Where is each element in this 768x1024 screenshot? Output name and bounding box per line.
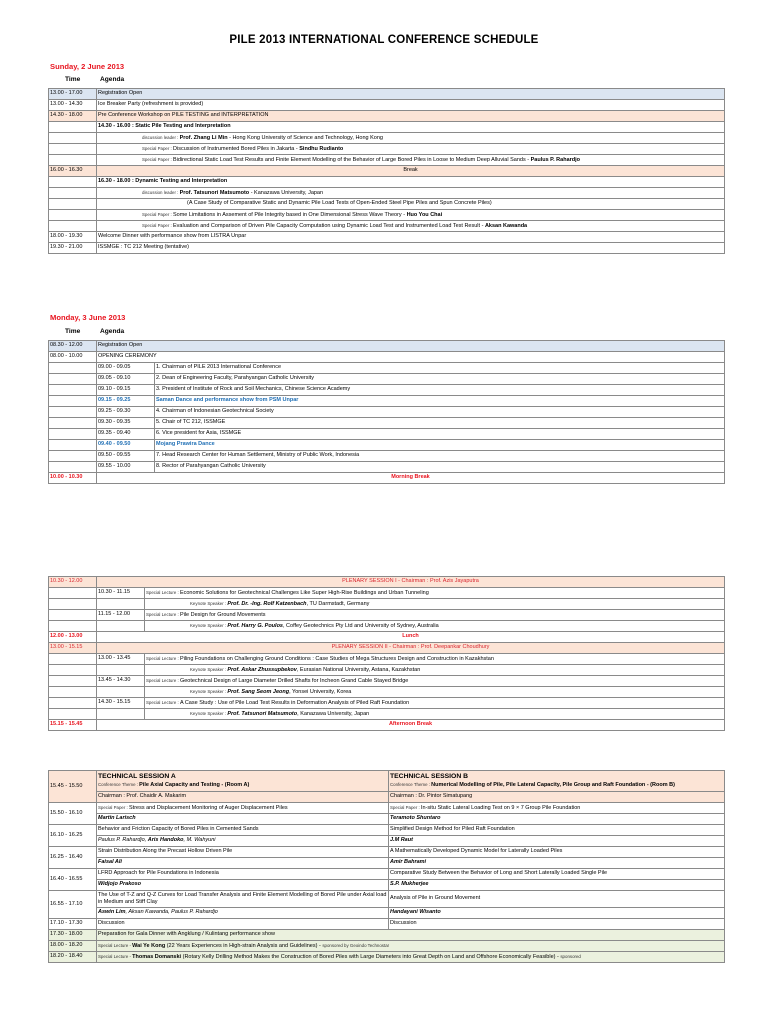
- agenda-cell: 1. Chairman of PILE 2013 International Conference: [155, 363, 725, 374]
- agenda-cell: 5. Chair of TC 212, ISSMGE: [155, 418, 725, 429]
- sub-time-cell: 13.00 - 13.45: [97, 654, 145, 665]
- table-row: [49, 440, 725, 451]
- table-row: [49, 676, 725, 687]
- table-row: [49, 122, 725, 133]
- sub-time-cell: 09.40 - 09.50: [97, 440, 155, 451]
- paper-b: Simplified Design Method for Piled Raft Foundation: [389, 825, 725, 836]
- break-cell: Lunch: [97, 632, 725, 643]
- time-cell: 17.10 - 17.30: [49, 919, 97, 930]
- table-row: [49, 919, 725, 930]
- agenda-cell: discussion leader : Prof. Zhang Li Min - Hong Kong University of Science and Technology, Hong Kong: [97, 133, 725, 144]
- agenda-cell: 7. Head Research Center for Human Settlement, Ministry of Public Work, Indonesia: [155, 451, 725, 462]
- table-row: [49, 952, 725, 963]
- table-row: [49, 396, 725, 407]
- table-row: [49, 577, 725, 588]
- table-row: [49, 814, 725, 825]
- agenda-cell: Special Paper : Some Limitations in Assement of Pile Integrity based in One Dimensional Stress Wave Theory - Huo You Chai: [97, 210, 725, 221]
- session-a-chairman: Chairman : Prof. Chaidir A. Makarim: [97, 792, 389, 803]
- agenda-cell: Special Lecture - Wai Ye Kong (22 Years Experiences in High-strain Analysis and Guidelines) - sponsored by Geoindo Technostar: [97, 941, 725, 952]
- table-row: [49, 221, 725, 232]
- table-row: [49, 89, 725, 100]
- session-a-theme: Pile Axial Capacity and Testing - (Room A): [139, 781, 250, 788]
- agenda-cell: 2. Dean of Engineering Faculty, Parahyangan Catholic University: [155, 374, 725, 385]
- time-cell: 08.30 - 12.00: [49, 341, 97, 352]
- paper-b: Comparative Study Between the Behavior of Long and Short Laterally Loaded Single Pile: [389, 869, 725, 880]
- table-row: [49, 908, 725, 919]
- table-row: [49, 891, 725, 908]
- table-row: [49, 654, 725, 665]
- discussion-a: Discussion: [97, 919, 389, 930]
- time-cell: 08.00 - 10.00: [49, 352, 97, 363]
- agenda-cell: Special Paper : Discussion of Instrumented Bored Piles in Jakarta - Sindhu Rudianto: [97, 144, 725, 155]
- discussion-leader: Prof. Tatsunori Matsumoto: [179, 189, 250, 196]
- time-cell: 13.00 - 17.00: [49, 89, 97, 100]
- table-row: [49, 610, 725, 621]
- break-cell: Morning Break: [97, 473, 725, 484]
- table-row: [49, 429, 725, 440]
- time-cell: 18.20 - 18.40: [49, 952, 97, 963]
- paper-a: Behavior and Friction Capacity of Bored Piles in Cemented Sands: [97, 825, 389, 836]
- agenda-header: Agenda: [100, 76, 125, 83]
- session-b-chairman: Chairman : Dr. Pintor Simatupang: [389, 792, 725, 803]
- table-row: [49, 836, 725, 847]
- agenda-cell: Keynote Speaker : Prof. Harry G. Poulos, Coffey Geotechnics Pty Ltd and University of Sydney, Australia: [145, 621, 725, 632]
- session-b-title: TECHNICAL SESSION B: [390, 773, 469, 781]
- table-row: [49, 418, 725, 429]
- agenda-cell: 6. Vice president for Asia, ISSMGE: [155, 429, 725, 440]
- sunday-schedule-table: [48, 88, 725, 254]
- table-row: [49, 462, 725, 473]
- keynote-speaker: Prof. Askar Zhussupbekov: [227, 666, 297, 673]
- table-row: [49, 473, 725, 484]
- session-b-theme: Numerical Modelling of Pile, Pile Lateral Capacity, Pile Group and Raft Foundation - (Room B): [431, 781, 675, 788]
- table-row: [49, 166, 725, 177]
- table-row: [49, 374, 725, 385]
- time-cell: 15.45 - 15.50: [49, 771, 97, 803]
- agenda-cell: 4. Chairman of Indonesian Geotechnical Society: [155, 407, 725, 418]
- lecturer-name: Wai Ye Kong: [132, 942, 166, 949]
- agenda-cell: Special Lecture : A Case Study : Use of Pile Load Test Results in Deformation Analysis of Piled Raft Foundation: [145, 698, 725, 709]
- table-row: [49, 407, 725, 418]
- table-row: [49, 133, 725, 144]
- keynote-speaker: Prof. Harry G. Poulos: [227, 622, 283, 629]
- discussion-leader: Prof. Zhang Li Min: [179, 134, 228, 141]
- agenda-cell: Special Paper : Evaluation and Comparison of Driven Pile Capacity Computation using Dynamic Load Test and Instrumented Load Test Result - Aksan Kawanda: [97, 221, 725, 232]
- table-row: [49, 698, 725, 709]
- table-row: [49, 588, 725, 599]
- time-cell: 16.55 - 17.10: [49, 891, 97, 919]
- agenda-cell: Special Lecture : Piling Foundations on Challenging Ground Conditions : Case Studies of Mega Structures Design and Construction in Kazakhstan: [145, 654, 725, 665]
- sub-time-cell: 09.50 - 09.55: [97, 451, 155, 462]
- sub-time-cell: 09.55 - 10.00: [97, 462, 155, 473]
- table-row: [49, 858, 725, 869]
- agenda-header: Agenda: [100, 328, 125, 335]
- keynote-speaker: Prof. Tatsunori Matsumoto: [227, 710, 298, 717]
- table-row: [49, 111, 725, 122]
- time-cell: 13.00 - 14.30: [49, 100, 97, 111]
- agenda-cell: [97, 122, 725, 133]
- author-a: Aswin Lim, Aksan Kawanda, Paulus P. Rahardjo: [97, 908, 389, 919]
- agenda-cell: Keynote Speaker : Prof. Dr. -Ing. Rolf Katzenbach, TU Darmstadt, Germany: [145, 599, 725, 610]
- table-row: [49, 880, 725, 891]
- table-row: [49, 599, 725, 610]
- agenda-cell: [97, 177, 725, 188]
- time-cell: 13.00 - 15.15: [49, 643, 97, 654]
- sub-time-cell: 09.05 - 09.10: [97, 374, 155, 385]
- agenda-cell: 3. President of Institute of Rock and Soil Mechanics, Chinese Science Academy: [155, 385, 725, 396]
- agenda-cell: Ice Breaker Party (refreshment is provided): [97, 100, 725, 111]
- session-a-title: TECHNICAL SESSION A: [98, 773, 176, 781]
- paper-b: Special Paper : In-situ Static Lateral Loading Test on 9 × 7 Group Pile Foundation: [389, 803, 725, 814]
- time-cell: 18.00 - 19.30: [49, 232, 97, 243]
- table-row: [49, 210, 725, 221]
- agenda-cell: Special Lecture : Economic Solutions for Geotechnical Challenges Like Super High-Rise Buildings and Urban Tunneling: [145, 588, 725, 599]
- table-row: [49, 188, 725, 199]
- agenda-cell: (A Case Study of Comparative Static and Dynamic Pile Load Tests of Open-Ended Steel Pipe Piles and Spun Concrete Piles): [97, 199, 725, 210]
- sub-time-cell: 09.25 - 09.30: [97, 407, 155, 418]
- agenda-cell: Special Lecture : Geotechnical Design of Large Diameter Drilled Shafts for Incheon Grand Cable Stayed Bridge: [145, 676, 725, 687]
- sunday-date: Sunday, 2 June 2013: [50, 62, 125, 71]
- author-b: S.P. Mukherjee: [389, 880, 725, 891]
- technical-session-a-header: TECHNICAL SESSION A Conference Theme : Pile Axial Capacity and Testing - (Room A): [97, 771, 389, 792]
- paper-a: Special Paper : Stress and Displacement Monitoring of Auger Displacement Piles: [97, 803, 389, 814]
- paper-b: A Mathematically Developed Dynamic Model for Laterally Loaded Piles: [389, 847, 725, 858]
- time-cell: 16.40 - 16.55: [49, 869, 97, 891]
- sub-time-cell: 09.00 - 09.05: [97, 363, 155, 374]
- agenda-cell: Special Lecture : Pile Design for Ground Movements: [145, 610, 725, 621]
- session-heading: 14.30 - 16.00 : Static Pile Testing and Interpretation: [98, 123, 231, 130]
- table-row: [49, 232, 725, 243]
- time-cell: 18.00 - 18.20: [49, 941, 97, 952]
- table-row: [49, 803, 725, 814]
- agenda-cell: ISSMGE : TC 212 Meeting (tentative): [97, 243, 725, 254]
- author-a: Widjojo Prakoso: [97, 880, 389, 891]
- table-row: [49, 709, 725, 720]
- table-row: [49, 771, 725, 792]
- table-row: [49, 144, 725, 155]
- break-cell: Afternoon Break: [97, 720, 725, 731]
- table-row: [49, 385, 725, 396]
- paper-a: LFRD Approach for Pile Foundations in Indonesia: [97, 869, 389, 880]
- table-row: [49, 847, 725, 858]
- agenda-cell: Keynote Speaker : Prof. Sang Seom Jeong, Yonsei University, Korea: [145, 687, 725, 698]
- time-cell: 10.00 - 10.30: [49, 473, 97, 484]
- table-row: [49, 792, 725, 803]
- time-header: Time: [65, 328, 81, 335]
- author-a: Faisal Ali: [97, 858, 389, 869]
- author-b: Teramoto Shuntaro: [389, 814, 725, 825]
- performance-cell: Saman Dance and performance show from PSM Unpar: [155, 396, 725, 407]
- table-row: [49, 941, 725, 952]
- agenda-cell: Special Paper : Bidirectional Static Load Test Results and Finite Element Modelling of the Behavior of Large Bored Piles in Loose to Medium Deep Alluvial Sands - Paulus P. Rahardjo: [97, 155, 725, 166]
- time-cell: 19.30 - 21.00: [49, 243, 97, 254]
- time-cell: 15.15 - 15.45: [49, 720, 97, 731]
- sub-time-cell: 09.10 - 09.15: [97, 385, 155, 396]
- time-cell: 16.00 - 16.30: [49, 166, 97, 177]
- session-heading: 16.30 - 18.00 : Dynamic Testing and Interpretation: [98, 178, 228, 185]
- agenda-cell: Registration Open: [97, 89, 725, 100]
- session-heading: PLENARY SESSION II - Chairman : Prof. Deepankar Choudhury: [97, 643, 725, 654]
- table-row: [49, 199, 725, 210]
- sub-time-cell: 11.15 - 12.00: [97, 610, 145, 621]
- table-row: [49, 621, 725, 632]
- sub-time-cell: 14.30 - 15.15: [97, 698, 145, 709]
- table-row: [49, 720, 725, 731]
- table-row: [49, 177, 725, 188]
- time-cell: 16.25 - 16.40: [49, 847, 97, 869]
- time-header: Time: [65, 76, 81, 83]
- agenda-cell: OPENING CEREMONY: [97, 352, 725, 363]
- paper-a: Strain Distribution Along the Precast Hollow Driven Pile: [97, 847, 389, 858]
- table-row: [49, 869, 725, 880]
- table-row: [49, 665, 725, 676]
- author-a: Martin Larisch: [97, 814, 389, 825]
- discussion-b: Discussion: [389, 919, 725, 930]
- monday-schedule-table: [48, 340, 725, 484]
- agenda-cell: Registration Open: [97, 341, 725, 352]
- agenda-cell: Preparation for Gala Dinner with Angklung / Kulintang performance show: [97, 930, 725, 941]
- technical-sessions-table: [48, 770, 725, 963]
- sub-time-cell: 09.35 - 09.40: [97, 429, 155, 440]
- table-row: [49, 341, 725, 352]
- page-title: PILE 2013 INTERNATIONAL CONFERENCE SCHEDULE: [229, 34, 539, 46]
- technical-session-b-header: TECHNICAL SESSION B Conference Theme : Numerical Modelling of Pile, Pile Lateral Capacity, Pile Group and Raft Foundation - (Room B): [389, 771, 725, 792]
- sub-time-cell: 10.30 - 11.15: [97, 588, 145, 599]
- agenda-cell: Special Lecture - Thomas Domanski (Rotary Kelly Drilling Method Makes the Construction of Bored Piles with Large Diameters into Great Depth on Land and Offshore Economically Feasible) - sponsored: [97, 952, 725, 963]
- author-b: J.M Raut: [389, 836, 725, 847]
- performance-cell: Mojang Prawira Dance: [155, 440, 725, 451]
- monday-date: Monday, 3 June 2013: [50, 313, 126, 322]
- session-heading: PLENARY SESSION I - Chairman : Prof. Azis Jayaputra: [97, 577, 725, 588]
- lecturer-name: Thomas Domanski: [132, 953, 182, 960]
- table-row: [49, 825, 725, 836]
- table-row: [49, 100, 725, 111]
- agenda-cell: Keynote Speaker : Prof. Tatsunori Matsumoto, Kanazawa University, Japan: [145, 709, 725, 720]
- paper-a: The Use of T-Z and Q-Z Curves for Load Transfer Analysis and Finite Element Modelling of Bored Pile under Axial load in Medium and Stiff Clay: [97, 891, 389, 908]
- sub-time-cell: 09.15 - 09.25: [97, 396, 155, 407]
- time-cell: 10.30 - 12.00: [49, 577, 97, 588]
- table-row: [49, 930, 725, 941]
- plenary-schedule-table: [48, 576, 725, 731]
- agenda-cell: discussion leader : Prof. Tatsunori Matsumoto - Kanazawa University, Japan: [97, 188, 725, 199]
- sub-time-cell: 09.30 - 09.35: [97, 418, 155, 429]
- table-row: [49, 243, 725, 254]
- table-row: [49, 643, 725, 654]
- keynote-speaker: Prof. Sang Seom Jeong: [227, 688, 290, 695]
- time-cell: 14.30 - 18.00: [49, 111, 97, 122]
- table-row: [49, 155, 725, 166]
- author-a: Paulus P. Rahardjo, Aris Handoko, M. Wahyuni: [97, 836, 389, 847]
- time-cell: 12.00 - 13.00: [49, 632, 97, 643]
- agenda-cell: 8. Rector of Parahyangan Catholic University: [155, 462, 725, 473]
- agenda-cell: Welcome Dinner with performance show from LISTRA Unpar: [97, 232, 725, 243]
- break-cell: Break: [97, 166, 725, 177]
- keynote-speaker: Prof. Dr. -Ing. Rolf Katzenbach: [227, 600, 307, 607]
- time-cell: 17.30 - 18.00: [49, 930, 97, 941]
- table-row: [49, 352, 725, 363]
- sub-time-cell: 13.45 - 14.30: [97, 676, 145, 687]
- agenda-cell: Keynote Speaker : Prof. Askar Zhussupbekov, Eurasian National University, Astana, Kazakhstan: [145, 665, 725, 676]
- agenda-cell: Pre Conference Workshop on PILE TESTING and INTERPRETATION: [97, 111, 725, 122]
- table-row: [49, 632, 725, 643]
- paper-b: Analysis of Pile in Ground Movement: [389, 891, 725, 908]
- time-cell: 16.10 - 16.25: [49, 825, 97, 847]
- table-row: [49, 451, 725, 462]
- author-b: Amir Bahrami: [389, 858, 725, 869]
- table-row: [49, 363, 725, 374]
- time-cell: 15.50 - 16.10: [49, 803, 97, 825]
- table-row: [49, 687, 725, 698]
- author-b: Handayani Wisanto: [389, 908, 725, 919]
